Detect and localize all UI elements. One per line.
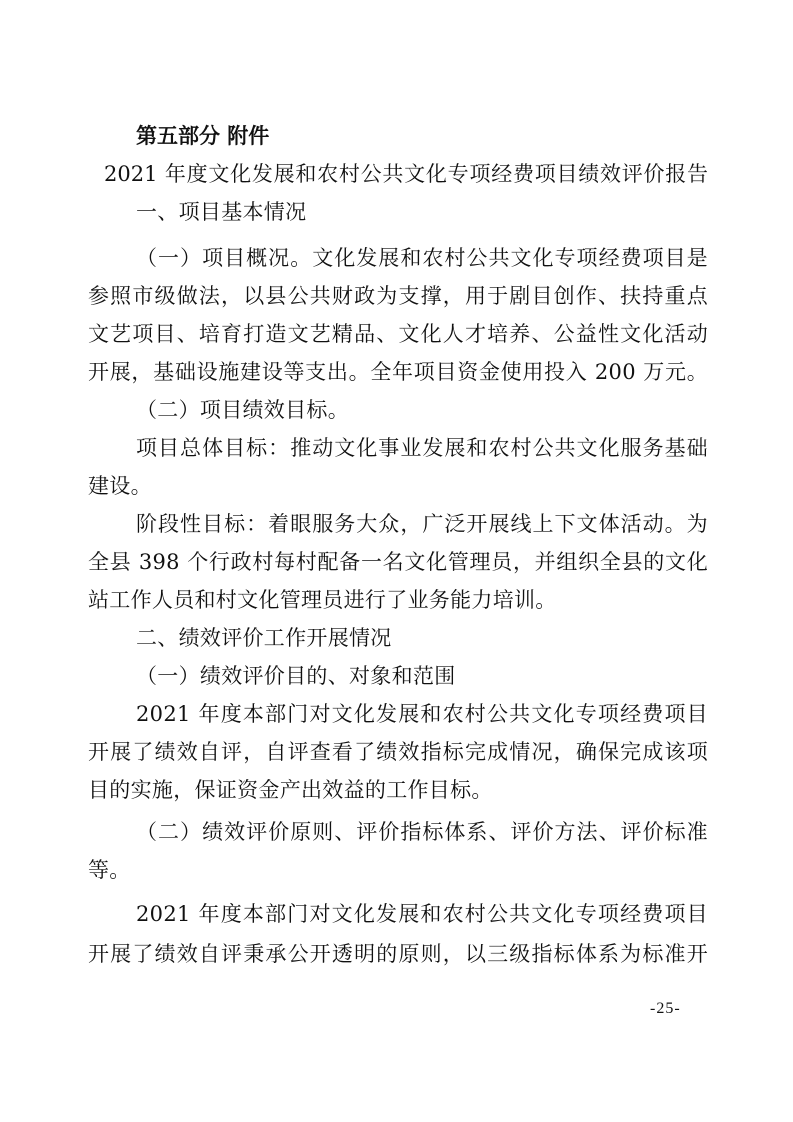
paragraph-line: （一）项目概况。文化发展和农村公共文化专项经费项目是 xyxy=(136,246,708,270)
paragraph-line: 阶段性目标：着眼服务大众，广泛开展线上下文体活动。为 xyxy=(136,512,708,536)
paragraph-line: 开展，基础设施建设等支出。全年项目资金使用投入 200 万元。 xyxy=(88,360,708,384)
paragraph-line: 站工作人员和村文化管理员进行了业务能力培训。 xyxy=(88,588,557,612)
heading-project-basic-info: 一、项目基本情况 xyxy=(136,200,307,224)
subheading-evaluation-purpose: （一）绩效评价目的、对象和范围 xyxy=(136,664,456,688)
report-title: 2021 年度文化发展和农村公共文化专项经费项目绩效评价报告 xyxy=(104,162,708,186)
paragraph-line: 开展了绩效自评秉承公开透明的原则，以三级指标体系为标准开 xyxy=(88,942,708,966)
paragraph-line: 目的实施，保证资金产出效益的工作目标。 xyxy=(88,778,493,802)
paragraph-line: 项目总体目标：推动文化事业发展和农村公共文化服务基础 xyxy=(136,436,708,460)
paragraph-line: 等。 xyxy=(88,858,131,882)
paragraph-line: 文艺项目、培育打造文艺精品、文化人才培养、公益性文化活动 xyxy=(88,322,708,346)
page-number: -25- xyxy=(650,1000,681,1017)
subheading-evaluation-principles: （二）绩效评价原则、评价指标体系、评价方法、评价标准 xyxy=(136,820,708,844)
paragraph-line: 2021 年度本部门对文化发展和农村公共文化专项经费项目 xyxy=(136,902,708,926)
paragraph-line: 参照市级做法，以县公共财政为支撑，用于剧目创作、扶持重点 xyxy=(88,284,708,308)
heading-evaluation-work: 二、绩效评价工作开展情况 xyxy=(136,626,392,650)
paragraph-line: 开展了绩效自评，自评查看了绩效指标完成情况，确保完成该项 xyxy=(88,740,708,764)
subheading-performance-goals: （二）项目绩效目标。 xyxy=(136,398,349,422)
section-heading: 第五部分 附件 xyxy=(136,124,270,148)
paragraph-line: 2021 年度本部门对文化发展和农村公共文化专项经费项目 xyxy=(136,702,708,726)
paragraph-line: 建设。 xyxy=(88,474,152,498)
paragraph-line: 全县 398 个行政村每村配备一名文化管理员，并组织全县的文化 xyxy=(88,550,708,574)
